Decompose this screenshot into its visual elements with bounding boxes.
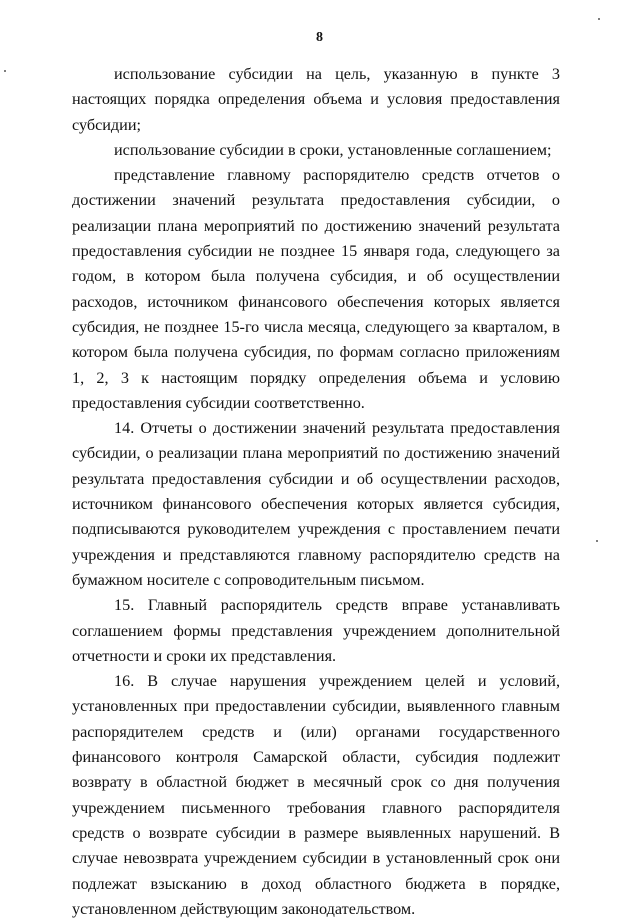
page-number: 8 <box>316 30 323 45</box>
paragraph-16: 16. В случае нарушения учреждением целей и условий, установленных при предоставлении субсидии, выявленного главным распорядителем средств и (или) органами государственного финансового контроля Самарской области, субсидия подлежит возврату в областной бюджет в месячный срок со дня получения учреждением письменного требования главного распорядителя средств о возврате субсидии в размере выявленных нарушений. В случае невозврата учреждением субсидии в установленный срок они подлежат взысканию в доход областного бюджета в порядке, установленном действующим законодательством. <box>72 672 560 918</box>
paragraph-14: 14. Отчеты о достижении значений результата предоставления субсидии, о реализации плана мероприятий по достижению значений результата предоставления субсидии и об осуществлении расходов, источником финансового обеспечения которых является субсидия, подписываются руководителем учреждения с проставлением печати учреждения и представляются главному распорядителю средств на бумажном носителе с сопроводительным письмом. <box>72 419 560 589</box>
document-body <box>72 62 560 922</box>
scan-speck <box>4 70 6 72</box>
paragraph-3: представление главному распорядителю средств отчетов о достижении значений результата предоставления субсидии, о реализации плана мероприятий по достижению значений результата предоставления субсидии не позднее 15 января года, следующего за годом, в котором была получена субсидия, и об осуществлении расходов, источником финансового обеспечения которых является субсидия, не позднее 15-го числа месяца, следующего за кварталом, в котором была получена субсидия, по формам согласно приложениям 1, 2, 3 к настоящим порядку определения объема и условию предоставления субсидии соответственно. <box>72 166 560 412</box>
paragraph-1: использование субсидии на цель, указанную в пункте 3 настоящих порядка определения объема и условия предоставления субсидии; <box>72 65 560 134</box>
paragraph-15: 15. Главный распорядитель средств вправе устанавливать соглашением формы представления учреждением дополнительной отчетности и сроки их представления. <box>72 596 560 665</box>
scan-speck <box>596 540 598 542</box>
paragraph-2: использование субсидии в сроки, установленные соглашением; <box>114 140 552 159</box>
scan-speck <box>598 18 600 20</box>
